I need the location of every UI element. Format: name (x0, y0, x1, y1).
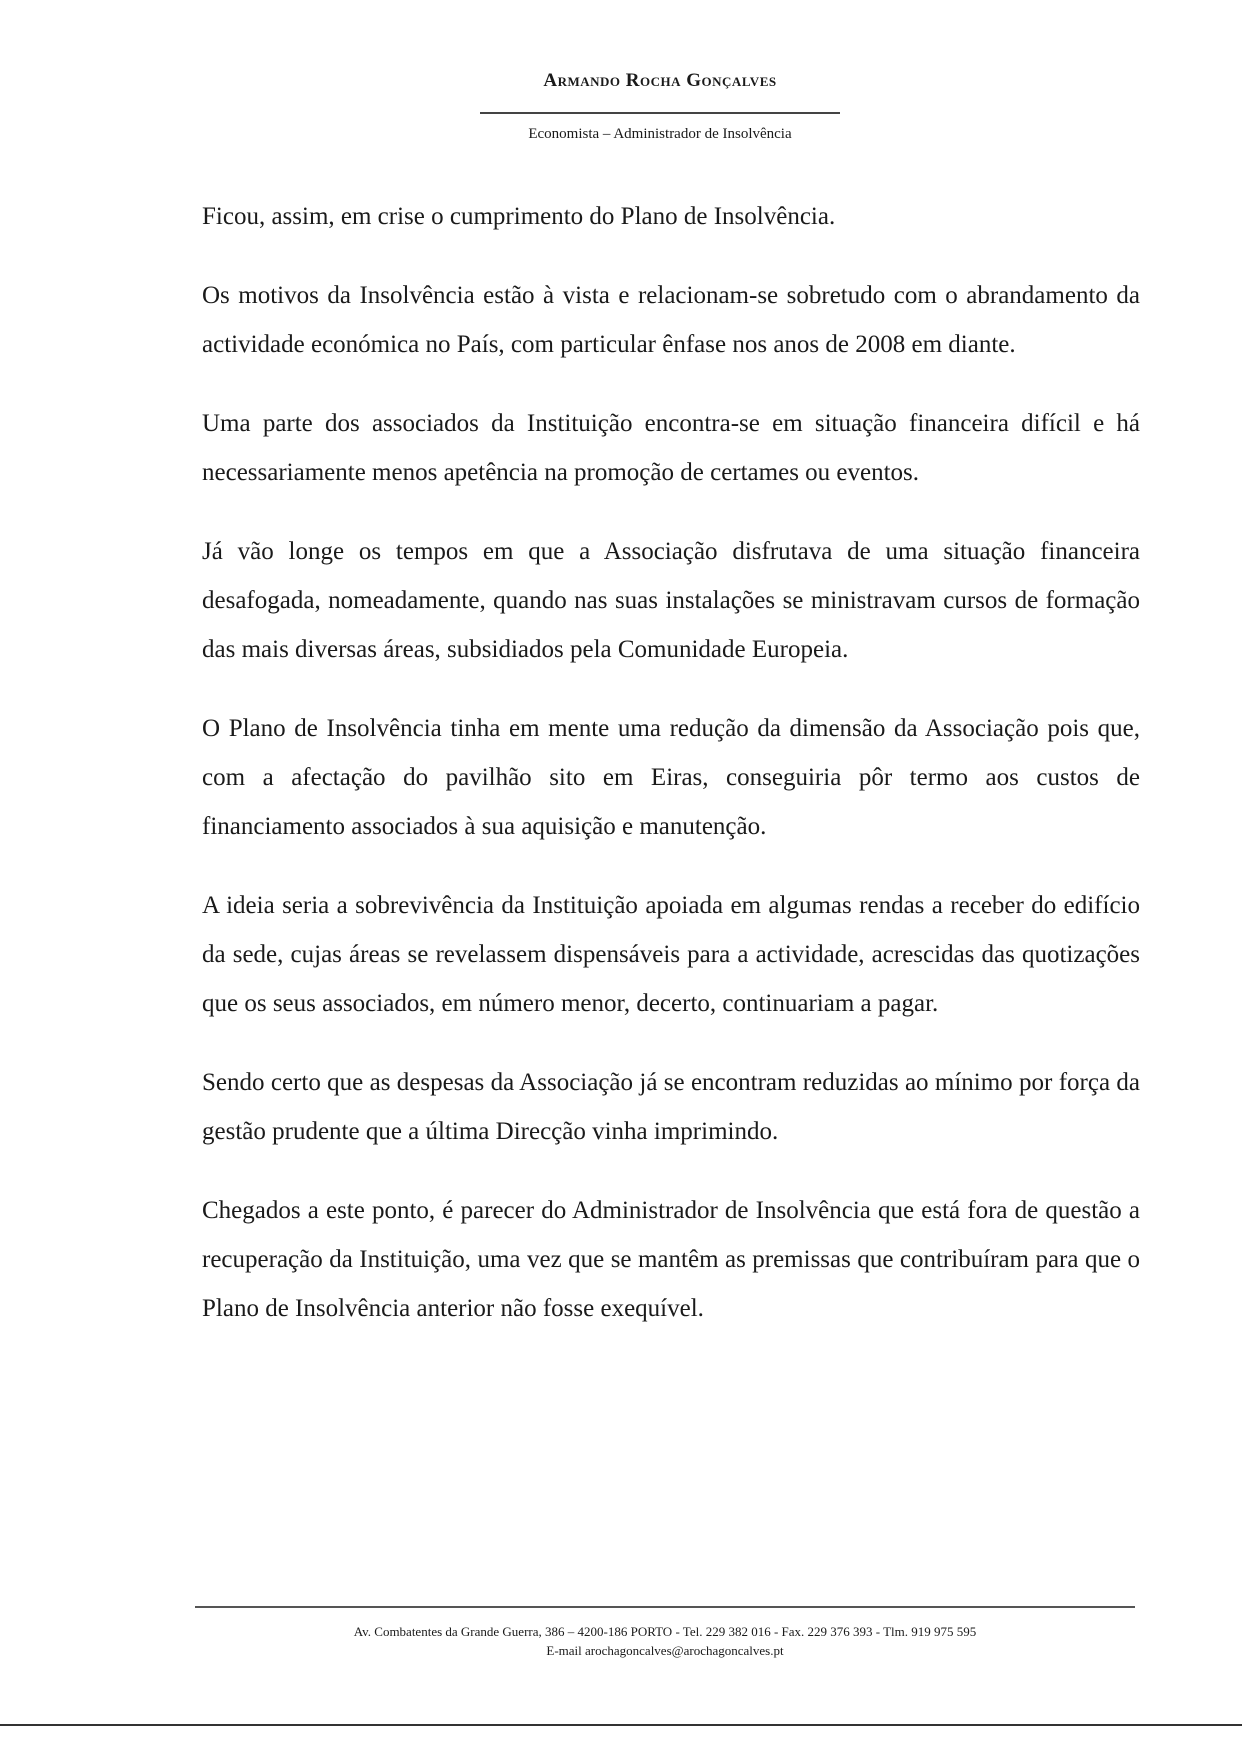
footer-divider (195, 1606, 1135, 1608)
footer-address: Av. Combatentes da Grande Guerra, 386 – 4200-186 PORTO - Tel. 229 382 016 - Fax. 229 376 393 - Tlm. 919 975 595 (353, 1624, 977, 1639)
paragraph: Chegados a este ponto, é parecer do Administrador de Insolvência que está fora de questão a recuperação da Instituição, uma vez que se mantêm as premissas que contribuíram para que o Plano de Insolvência anterior não fosse exequível. (202, 1197, 1140, 1322)
scan-edge-line (0, 1724, 1242, 1726)
paragraph: Os motivos da Insolvência estão à vista e relacionam-se sobretudo com o abrandamento da actividade económica no País, com particular ênfase nos anos de 2008 em diante. (202, 282, 1140, 358)
paragraph: Já vão longe os tempos em que a Associação disfrutava de uma situação financeira desafogada, nomeadamente, quando nas suas instalações se ministravam cursos de formação das mais diversas áreas, subsidiados pela Comunidade Europeia. (202, 538, 1140, 663)
paragraph: Uma parte dos associados da Instituição encontra-se em situação financeira difícil e há necessariamente menos apetência na promoção de certames ou eventos. (202, 410, 1140, 486)
paragraph: O Plano de Insolvência tinha em mente uma redução da dimensão da Associação pois que, com a afectação do pavilhão sito em Eiras, conseguiria pôr termo aos custos de financiamento associados à sua aquisição e manutenção. (202, 715, 1140, 840)
document-body (202, 192, 1140, 1363)
letterhead-divider (480, 112, 840, 114)
author-name: Armando Rocha Gonçalves (543, 70, 777, 91)
author-title: Economista – Administrador de Insolvência (528, 126, 792, 142)
page-footer (195, 1606, 1135, 1660)
footer-email: E-mail arochagoncalves@arochagoncalves.pt (546, 1643, 784, 1658)
paragraph: Sendo certo que as despesas da Associação já se encontram reduzidas ao mínimo por força da gestão prudente que a última Direcção vinha imprimindo. (202, 1069, 1140, 1145)
letterhead (460, 70, 860, 143)
paragraph: A ideia seria a sobrevivência da Instituição apoiada em algumas rendas a receber do edifício da sede, cujas áreas se revelassem dispensáveis para a actividade, acrescidas das quotizações que os seus associados, em número menor, decerto, continuariam a pagar. (202, 892, 1140, 1017)
paragraph: Ficou, assim, em crise o cumprimento do Plano de Insolvência. (202, 203, 836, 230)
